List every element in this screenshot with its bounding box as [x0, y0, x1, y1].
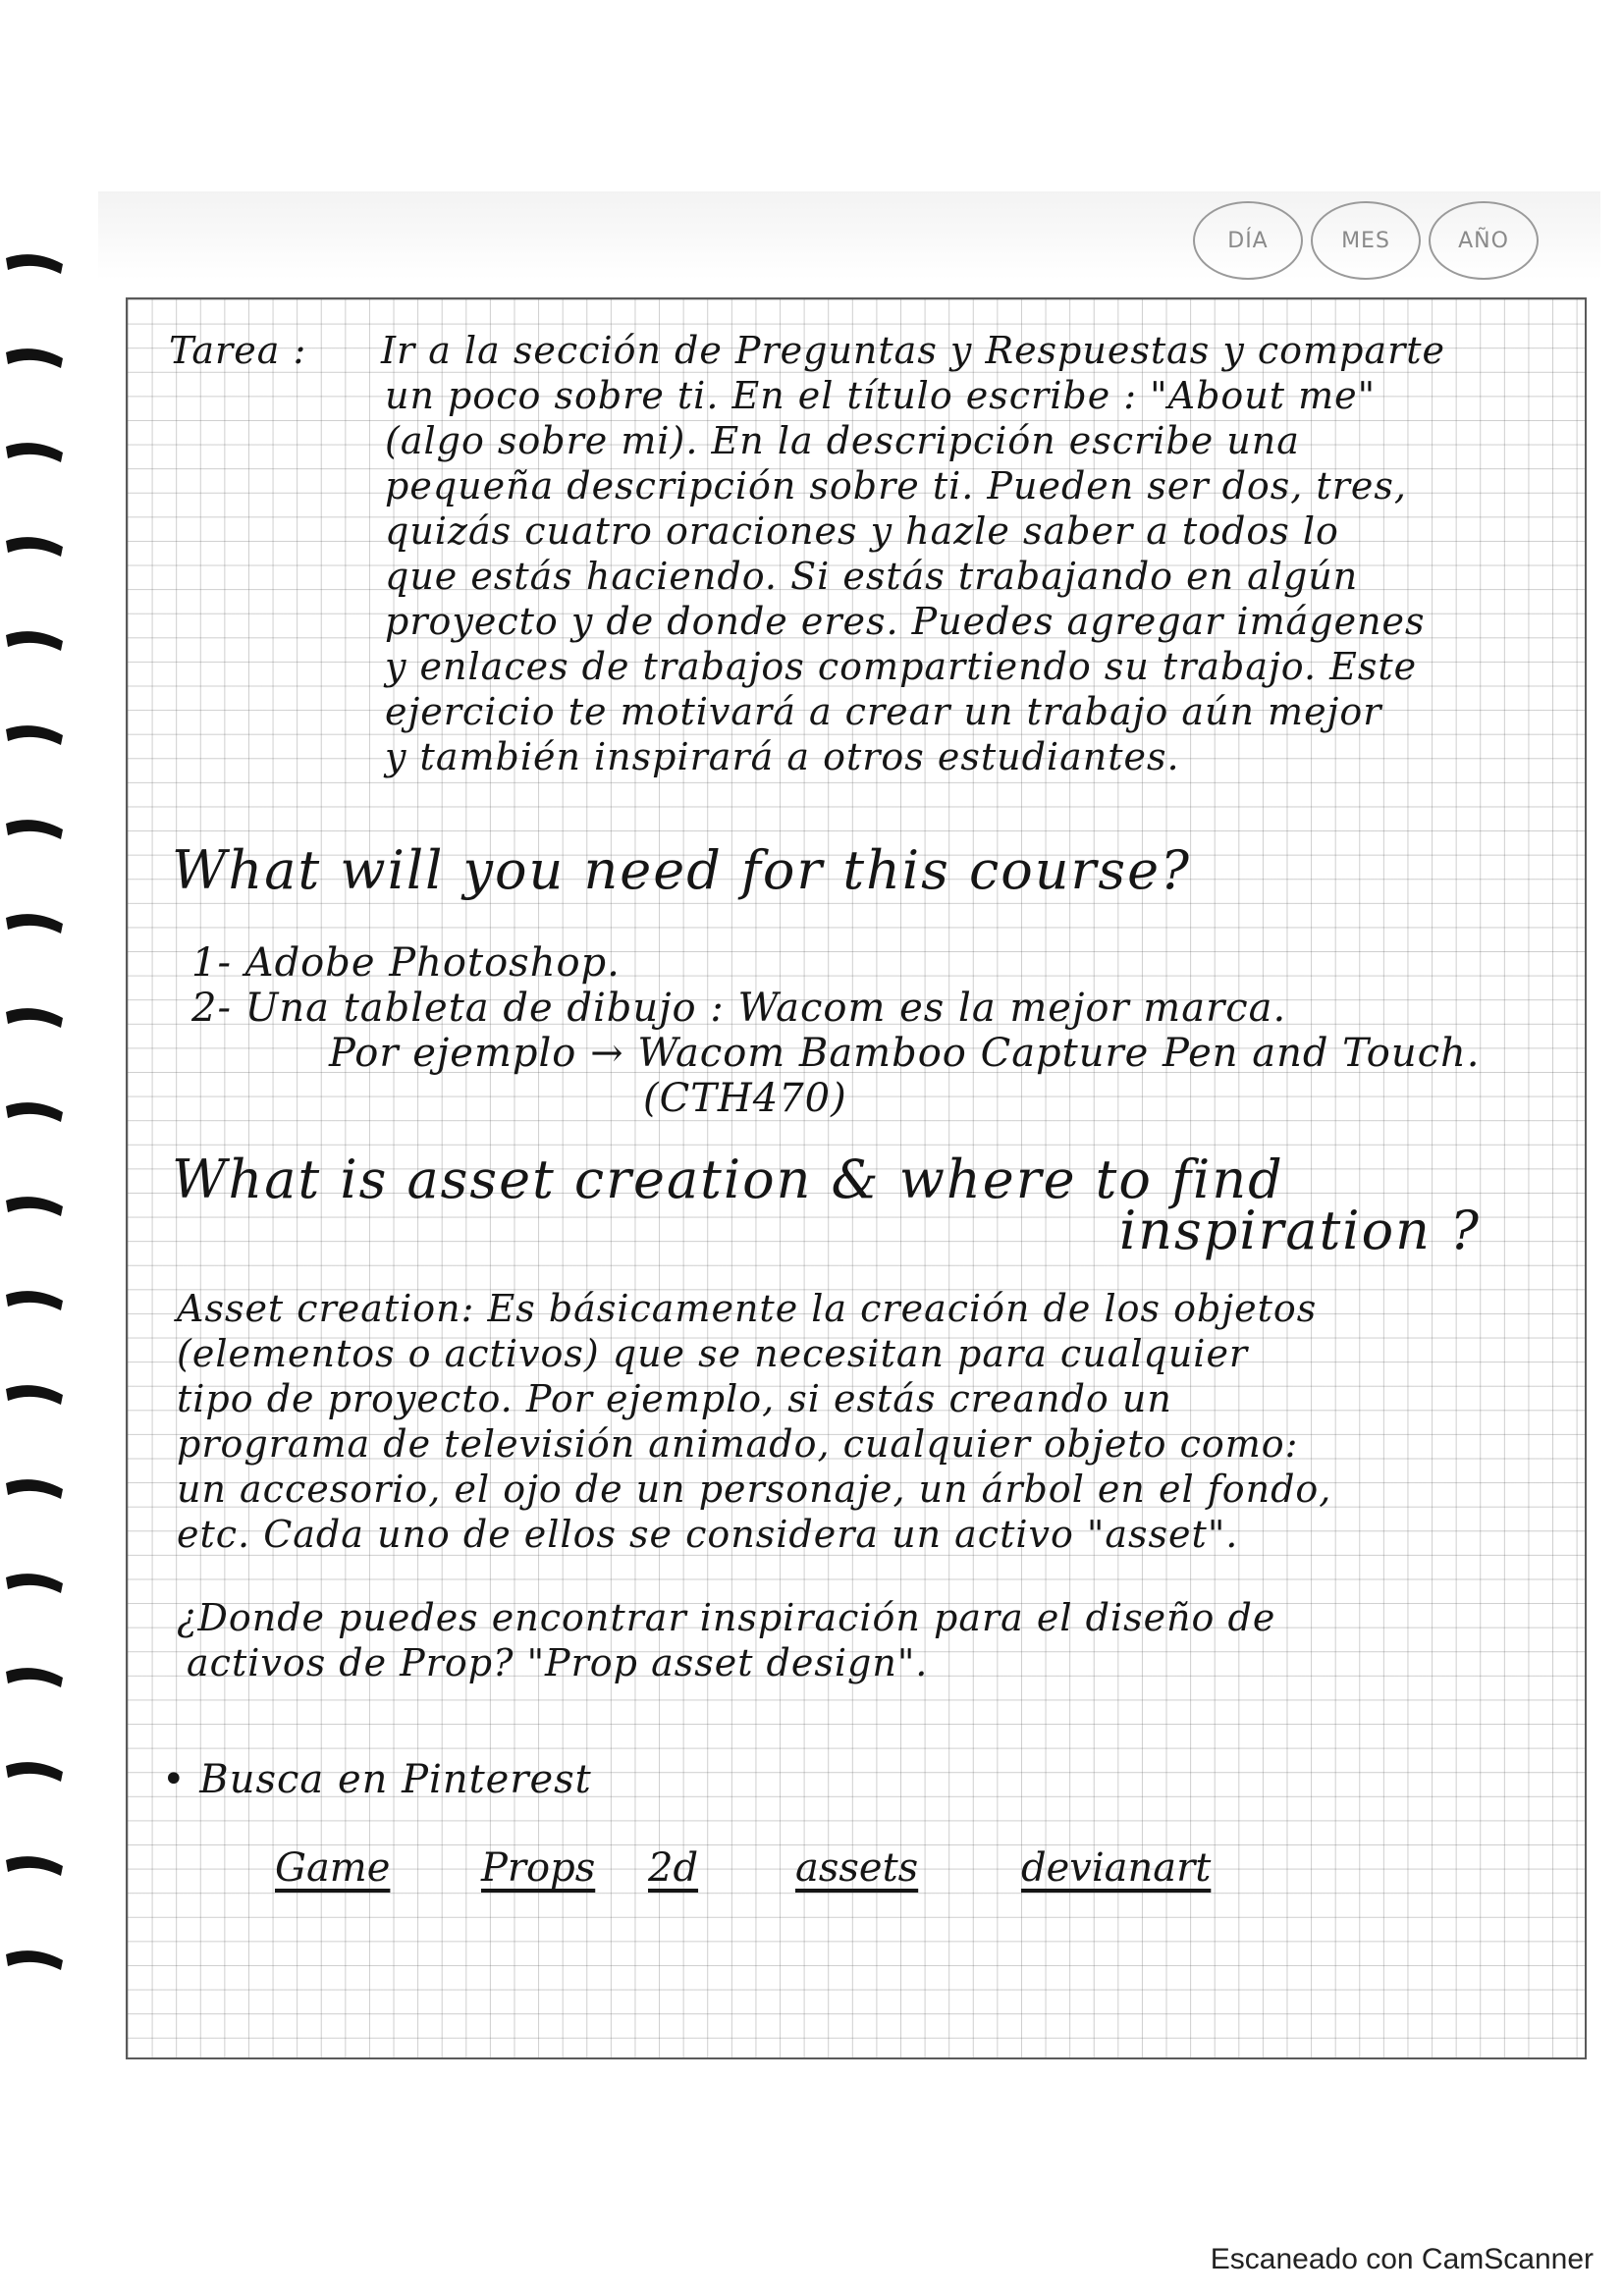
asset-line: (elementos o activos) que se necesitan para cualquier	[177, 1332, 1249, 1375]
search-tag: devianart	[1021, 1845, 1212, 1891]
tarea-line: y también inspirará a otros estudiantes.	[385, 735, 1180, 778]
inspiration-line: ¿Donde puedes encontrar inspiración para el diseño de	[177, 1596, 1276, 1639]
spiral-ring	[4, 345, 65, 374]
asset-line: programa de televisión animado, cualquier objeto como:	[177, 1422, 1299, 1466]
spiral-ring	[4, 1664, 65, 1693]
spiral-ring	[4, 910, 65, 939]
spiral-ring	[4, 1475, 65, 1505]
spiral-ring	[4, 439, 65, 468]
needs-item: 2- Una tableta de dibujo : Wacom es la mejor marca.	[191, 986, 1287, 1031]
spiral-ring	[4, 627, 65, 657]
tarea-line: que estás haciendo. Si estás trabajando en algún	[385, 555, 1359, 598]
spiral-ring	[4, 1098, 65, 1128]
needs-heading: What will you need for this course?	[172, 839, 1191, 901]
search-tag: assets	[795, 1845, 919, 1891]
asset-heading-line2: inspiration ?	[1119, 1200, 1481, 1261]
spiral-ring	[4, 250, 65, 280]
spiral-ring	[4, 721, 65, 751]
search-tag: Props	[481, 1845, 596, 1891]
tarea-line: pequeña descripción sobre ti. Pueden ser dos, tres,	[385, 464, 1407, 507]
spiral-ring	[4, 1193, 65, 1222]
tarea-line: (algo sobre mi). En la descripción escribe una	[385, 419, 1300, 462]
year-circle: AÑO	[1429, 201, 1539, 280]
inspiration-line: activos de Prop? "Prop asset design".	[187, 1641, 929, 1684]
spiral-ring	[4, 533, 65, 562]
spiral-ring	[4, 1758, 65, 1788]
day-circle: DÍA	[1193, 201, 1303, 280]
asset-line: tipo de proyecto. Por ejemplo, si estás creando un	[177, 1377, 1172, 1420]
spiral-ring	[4, 1852, 65, 1882]
date-fields	[1193, 201, 1539, 280]
search-tag: Game	[275, 1845, 391, 1891]
needs-item: Por ejemplo → Wacom Bamboo Capture Pen and Touch.	[329, 1031, 1481, 1076]
spiral-ring	[4, 1004, 65, 1034]
tarea-label: Tarea :	[169, 329, 307, 372]
tarea-line: quizás cuatro oraciones y hazle saber a todos lo	[385, 509, 1339, 553]
asset-line: Asset creation: Es básicamente la creación de los objetos	[177, 1287, 1318, 1330]
spiral-ring	[4, 1947, 65, 1976]
tarea-line: proyecto y de donde eres. Puedes agregar imágenes	[385, 600, 1426, 643]
needs-item: 1- Adobe Photoshop.	[191, 940, 621, 986]
asset-heading: What is asset creation & where to find	[172, 1148, 1284, 1210]
tarea-line: Ir a la sección de Preguntas y Respuestas y comparte	[381, 329, 1445, 372]
asset-line: un accesorio, el ojo de un personaje, un árbol en el fondo,	[177, 1468, 1332, 1511]
pinterest-bullet: • Busca en Pinterest	[162, 1757, 592, 1802]
asset-line: etc. Cada uno de ellos se considera un activo "asset".	[177, 1513, 1239, 1556]
scanner-footer: Escaneado con CamScanner	[1210, 2243, 1594, 2275]
spiral-ring	[4, 1381, 65, 1411]
spiral-ring	[4, 816, 65, 845]
tarea-line: ejercicio te motivará a crear un trabajo aún mejor	[385, 690, 1382, 733]
tarea-line: un poco sobre ti. En el título escribe : "About me"	[385, 374, 1377, 417]
needs-item: (CTH470)	[643, 1076, 847, 1121]
search-tag: 2d	[648, 1845, 699, 1891]
spiral-binding	[0, 250, 79, 2007]
spiral-ring	[4, 1287, 65, 1316]
month-circle: MES	[1311, 201, 1421, 280]
spiral-ring	[4, 1570, 65, 1599]
tarea-line: y enlaces de trabajos compartiendo su trabajo. Este	[385, 645, 1418, 688]
